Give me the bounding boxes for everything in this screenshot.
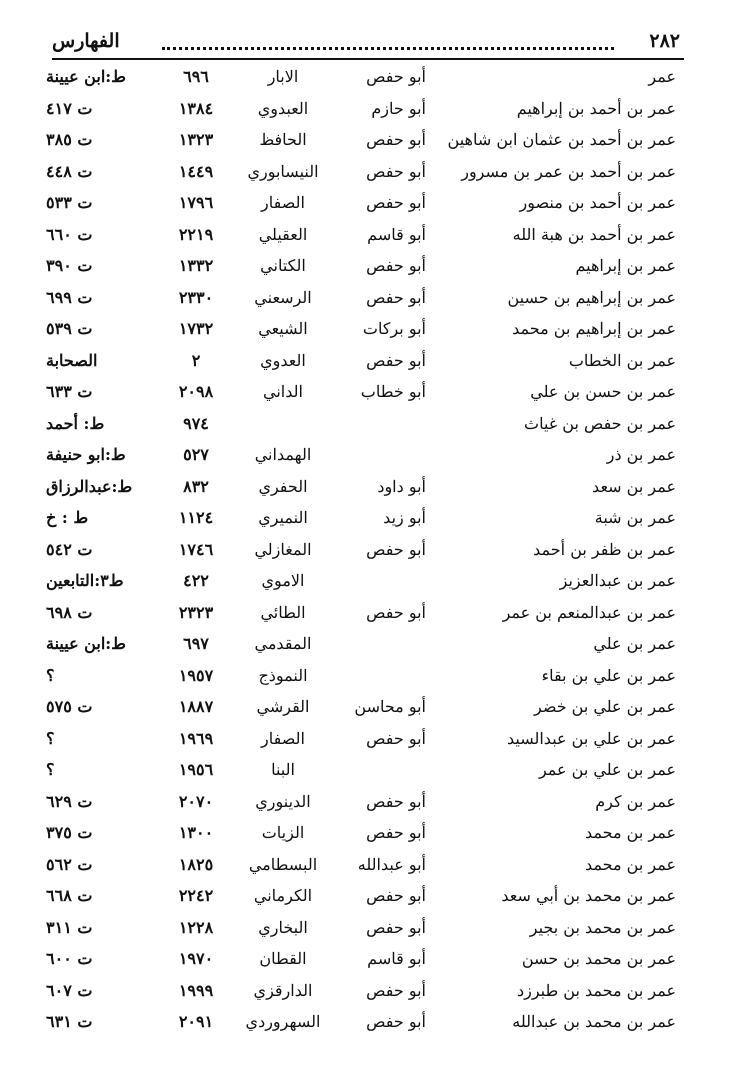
entry-name: عمر بن محمد بن أبي سعد bbox=[501, 886, 676, 905]
entry-nisba: الداني bbox=[263, 382, 303, 401]
entry-kunya: أبو حفص bbox=[366, 350, 426, 370]
table-row bbox=[0, 850, 746, 882]
entry-nisba: المقدمي bbox=[254, 634, 312, 653]
entry-note: ت ٤١٧ bbox=[46, 98, 93, 118]
page-title: الفهارس bbox=[52, 30, 120, 52]
entry-kunya: أبو حفص bbox=[366, 256, 426, 275]
entry-name: عمر بن علي بن عبدالسيد bbox=[506, 728, 676, 748]
entry-note: ط : خ bbox=[46, 508, 89, 527]
dotted-leader bbox=[162, 47, 614, 50]
entry-note: ت ٦٣١ bbox=[46, 1012, 93, 1031]
entry-note: ت ٣٩٠ bbox=[46, 256, 93, 275]
entry-kunya: أبو قاسم bbox=[367, 949, 426, 968]
entry-number: ٦٩٦ bbox=[183, 67, 209, 86]
entry-number: ١١٢٤ bbox=[178, 508, 214, 527]
entry-name: عمر بن محمد بن حسن bbox=[521, 949, 676, 968]
entry-note: ت ٦٠٠ bbox=[46, 949, 93, 968]
entry-name: عمر بن عبدالمنعم بن عمر bbox=[502, 602, 676, 622]
entry-number: ٤٢٢ bbox=[183, 571, 209, 590]
entry-name: عمر بن أحمد بن عثمان ابن شاهين bbox=[447, 130, 676, 149]
entry-name: عمر بن أحمد بن عمر بن مسرور bbox=[461, 161, 676, 181]
entry-number: ٢٢٤٢ bbox=[178, 886, 214, 905]
entry-number: ٢ bbox=[191, 350, 201, 370]
entry-note: ت ٦٣٣ bbox=[46, 382, 93, 401]
entry-note: ؟ bbox=[46, 728, 55, 748]
entry-name: عمر بن أحمد بن هبة الله bbox=[512, 224, 676, 244]
table-row bbox=[0, 188, 746, 220]
entry-nisba: النيسابوري bbox=[247, 161, 319, 181]
entry-nisba: الشيعي bbox=[258, 319, 308, 338]
entry-kunya: أبو حفص bbox=[366, 193, 426, 212]
entry-kunya: أبو حازم bbox=[371, 98, 426, 118]
entry-kunya: أبو حفص bbox=[366, 539, 426, 559]
page-header bbox=[52, 30, 684, 60]
table-row bbox=[0, 598, 746, 630]
entry-note: ت ٣٨٥ bbox=[46, 130, 93, 149]
entry-note: ت ٣١١ bbox=[46, 917, 93, 937]
entry-name: عمر بن شبة bbox=[594, 508, 676, 527]
entry-nisba: القرشي bbox=[256, 697, 310, 716]
entry-kunya: أبو داود bbox=[377, 476, 426, 496]
index-table bbox=[0, 62, 746, 1039]
entry-kunya: أبو حفص bbox=[366, 980, 426, 1000]
table-row bbox=[0, 251, 746, 283]
table-row bbox=[0, 314, 746, 346]
entry-name: عمر بن محمد bbox=[585, 854, 676, 874]
table-row bbox=[0, 472, 746, 504]
entry-name: عمر بن إبراهيم بن حسين bbox=[507, 287, 676, 307]
entry-name: عمر بن سعد bbox=[592, 476, 676, 496]
entry-number: ١٩٦٩ bbox=[178, 728, 214, 748]
entry-name: عمر بن علي بن عمر bbox=[538, 760, 676, 779]
entry-note: ت ٥٤٢ bbox=[46, 539, 93, 559]
entry-number: ٢٢١٩ bbox=[178, 224, 214, 244]
entry-name: عمر بن ذر bbox=[606, 445, 676, 464]
entry-nisba: الابار bbox=[267, 67, 299, 86]
entry-number: ٢٣٢٣ bbox=[178, 602, 214, 622]
entry-note: ط:عبدالرزاق bbox=[46, 476, 133, 496]
entry-note: ت ٦٠٧ bbox=[46, 980, 93, 1000]
entry-note: ت ٤٤٨ bbox=[46, 161, 93, 181]
table-row bbox=[0, 976, 746, 1008]
entry-number: ١٧٩٦ bbox=[178, 193, 214, 212]
entry-nisba: الدينوري bbox=[255, 791, 311, 811]
entry-note: ط٣:التابعين bbox=[46, 571, 124, 590]
entry-kunya: أبو محاسن bbox=[354, 697, 426, 716]
entry-name: عمر بن أحمد بن إبراهيم bbox=[516, 98, 676, 118]
table-row bbox=[0, 692, 746, 724]
header-rule bbox=[52, 58, 684, 60]
entry-nisba: النموذج bbox=[258, 665, 308, 685]
entry-number: ١٩٥٦ bbox=[178, 760, 214, 779]
entry-name: عمر بن أحمد بن منصور bbox=[519, 193, 676, 212]
entry-note: ت ٥٣٩ bbox=[46, 319, 93, 338]
entry-name: عمر bbox=[648, 67, 676, 86]
entry-kunya: أبو حفص bbox=[366, 823, 426, 842]
table-row bbox=[0, 661, 746, 693]
entry-nisba: الهمداني bbox=[254, 445, 312, 464]
entry-note: ت ٦٦٨ bbox=[46, 886, 93, 905]
entry-note: ط:ابن عيينة bbox=[46, 634, 126, 653]
entry-number: ١٩٩٩ bbox=[178, 980, 214, 1000]
entry-nisba: البسطامي bbox=[248, 854, 318, 874]
entry-name: عمر بن إبراهيم بن محمد bbox=[512, 319, 676, 338]
entry-name: عمر بن كرم bbox=[595, 791, 676, 811]
table-row bbox=[0, 377, 746, 409]
table-row bbox=[0, 125, 746, 157]
entry-kunya: أبو حفص bbox=[366, 1012, 426, 1031]
entry-number: ٢٠٧٠ bbox=[178, 791, 214, 811]
entry-note: ت ٦٦٠ bbox=[46, 224, 93, 244]
entry-nisba: الحفري bbox=[258, 476, 308, 496]
table-row bbox=[0, 818, 746, 850]
entry-nisba: الكتاني bbox=[260, 256, 306, 275]
entry-nisba: الكرماني bbox=[253, 886, 313, 905]
entry-number: ١٣٢٣ bbox=[178, 130, 214, 149]
entry-kunya: أبو حفص bbox=[366, 130, 426, 149]
entry-nisba: البخاري bbox=[258, 917, 308, 937]
table-row bbox=[0, 283, 746, 315]
entry-nisba: الصفار bbox=[261, 193, 305, 212]
entry-note: ت ٦٢٩ bbox=[46, 791, 93, 811]
entry-nisba: العقيلي bbox=[258, 224, 308, 244]
entry-name: عمر بن الخطاب bbox=[568, 350, 676, 370]
entry-note: ط: أحمد bbox=[46, 413, 105, 433]
table-row bbox=[0, 1007, 746, 1039]
entry-number: ٢٠٩٨ bbox=[178, 382, 214, 401]
entry-number: ١٧٤٦ bbox=[178, 539, 214, 559]
table-row bbox=[0, 724, 746, 756]
table-row bbox=[0, 629, 746, 661]
entry-name: عمر بن محمد بن طبرزد bbox=[516, 980, 676, 1000]
entry-note: ت ٥٦٢ bbox=[46, 854, 93, 874]
entry-kunya: أبو حفص bbox=[366, 287, 426, 307]
entry-number: ١٣٨٤ bbox=[178, 98, 214, 118]
page-number: ٢٨٢ bbox=[649, 30, 680, 52]
entry-nisba: الصفار bbox=[261, 728, 305, 748]
entry-number: ١٩٥٧ bbox=[178, 665, 214, 685]
entry-nisba: الزيات bbox=[261, 823, 305, 842]
entry-name: عمر بن حسن بن علي bbox=[530, 382, 676, 401]
table-row bbox=[0, 881, 746, 913]
entry-number: ١٣٠٠ bbox=[178, 823, 214, 842]
table-row bbox=[0, 440, 746, 472]
entry-number: ١٩٧٠ bbox=[178, 949, 214, 968]
entry-kunya: أبو حفص bbox=[366, 67, 426, 86]
table-row bbox=[0, 94, 746, 126]
entry-number: ٢٣٣٠ bbox=[178, 287, 214, 307]
entry-nisba: العبدوي bbox=[257, 98, 309, 118]
entry-number: ٩٧٤ bbox=[183, 413, 209, 433]
entry-kunya: أبو حفص bbox=[366, 602, 426, 622]
table-row bbox=[0, 944, 746, 976]
entry-name: عمر بن محمد بن عبدالله bbox=[512, 1012, 676, 1031]
entry-note: ت ٥٣٣ bbox=[46, 193, 93, 212]
table-row bbox=[0, 566, 746, 598]
entry-kunya: أبو خطاب bbox=[360, 382, 426, 401]
entry-number: ٦٩٧ bbox=[183, 634, 209, 653]
entry-nisba: العدوي bbox=[260, 350, 306, 370]
entry-number: ١٣٣٢ bbox=[178, 256, 214, 275]
entry-kunya: أبو حفص bbox=[366, 791, 426, 811]
table-row bbox=[0, 346, 746, 378]
entry-number: ٥٢٧ bbox=[183, 445, 209, 464]
entry-nisba: القطان bbox=[259, 949, 307, 968]
entry-note: ت ٦٩٨ bbox=[46, 602, 93, 622]
entry-note: الصحابة bbox=[46, 350, 98, 370]
entry-nisba: المغازلي bbox=[254, 539, 312, 559]
entry-note: ط:ابن عيينة bbox=[46, 67, 126, 86]
table-row bbox=[0, 787, 746, 819]
entry-note: ط:ابو حنيفة bbox=[46, 445, 126, 464]
entry-number: ١٨٢٥ bbox=[178, 854, 214, 874]
entry-number: ٨٣٢ bbox=[183, 476, 209, 496]
entry-kunya: أبو حفص bbox=[366, 728, 426, 748]
entry-nisba: الاموي bbox=[261, 571, 305, 590]
entry-kunya: أبو عبدالله bbox=[357, 854, 426, 874]
entry-note: ت ٦٩٩ bbox=[46, 287, 93, 307]
entry-name: عمر بن محمد bbox=[585, 823, 676, 842]
table-row bbox=[0, 503, 746, 535]
table-row bbox=[0, 157, 746, 189]
entry-name: عمر بن علي بن خضر bbox=[533, 697, 676, 716]
entry-kunya: أبو حفص bbox=[366, 886, 426, 905]
entry-name: عمر بن حفص بن غياث bbox=[524, 413, 676, 433]
table-row bbox=[0, 220, 746, 252]
entry-number: ١٤٤٩ bbox=[178, 161, 214, 181]
entry-nisba: الدارقزي bbox=[253, 980, 313, 1000]
table-row bbox=[0, 755, 746, 787]
entry-nisba: الطائي bbox=[260, 602, 306, 622]
entry-nisba: النميري bbox=[258, 508, 308, 527]
entry-name: عمر بن ظفر بن أحمد bbox=[533, 539, 676, 559]
entry-kunya: أبو بركات bbox=[362, 319, 426, 338]
entry-note: ؟ bbox=[46, 760, 55, 779]
table-row bbox=[0, 409, 746, 441]
entry-note: ت ٣٧٥ bbox=[46, 823, 93, 842]
entry-nisba: البنا bbox=[271, 760, 295, 779]
entry-nisba: الحافظ bbox=[259, 130, 307, 149]
entry-nisba: الرسعني bbox=[254, 287, 312, 307]
entry-name: عمر بن عبدالعزيز bbox=[559, 571, 676, 590]
entry-number: ١٧٣٢ bbox=[178, 319, 214, 338]
entry-name: عمر بن محمد بن بجير bbox=[529, 917, 676, 937]
entry-note: ت ٥٧٥ bbox=[46, 697, 93, 716]
table-row bbox=[0, 62, 746, 94]
entry-number: ٢٠٩١ bbox=[178, 1012, 214, 1031]
entry-kunya: أبو قاسم bbox=[367, 224, 426, 244]
entry-kunya: أبو حفص bbox=[366, 161, 426, 181]
entry-name: عمر بن علي بن بقاء bbox=[541, 665, 676, 685]
table-row bbox=[0, 535, 746, 567]
entry-number: ١٨٨٧ bbox=[178, 697, 214, 716]
entry-name: عمر بن إبراهيم bbox=[575, 256, 676, 275]
entry-note: ؟ bbox=[46, 665, 55, 685]
table-row bbox=[0, 913, 746, 945]
entry-number: ١٢٢٨ bbox=[178, 917, 214, 937]
entry-nisba: السهروردي bbox=[245, 1012, 321, 1031]
entry-name: عمر بن علي bbox=[593, 634, 676, 653]
entry-kunya: أبو زيد bbox=[383, 508, 426, 527]
entry-kunya: أبو حفص bbox=[366, 917, 426, 937]
